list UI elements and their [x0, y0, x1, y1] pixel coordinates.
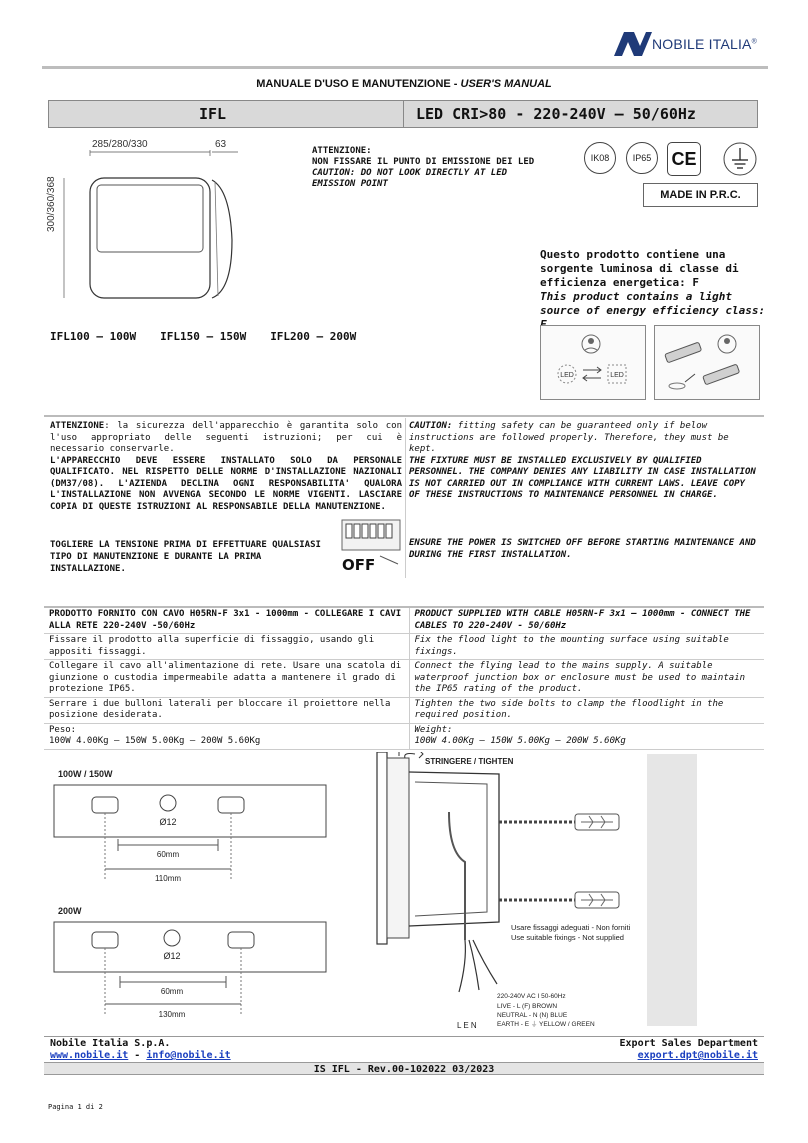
- table-cell-it: Collegare il cavo all'alimentazione di rete. Usare una scatola di giunzione o custodia impermeabile adatta a mantenere il grado di protezione IP65.: [44, 660, 409, 698]
- fixings-note-it: Usare fissaggi adeguati - Non forniti: [511, 923, 631, 932]
- ce-mark-icon: CE: [667, 142, 701, 176]
- electrical-spec: LED CRI>80 - 220-240V – 50/60Hz: [416, 105, 696, 123]
- installation-drawing: [375, 752, 770, 1032]
- table-cell-it: PRODOTTO FORNITO CON CAVO H05RN-F 3x1 - 1000mm - COLLEGARE I CAVI ALLA RETE 220-240V -50/60Hz: [44, 607, 409, 634]
- earth-ground-icon: [722, 141, 758, 177]
- power-off-icon: [338, 518, 404, 574]
- inner-distance: 60mm: [160, 987, 184, 996]
- footer: Nobile Italia S.p.A. Export Sales Department www.nobile.it - info@nobile.it export.dpt@nobile.it IS IFL - Rev.00-102022 03/2023: [44, 1036, 764, 1075]
- depth-dimension: 63: [215, 139, 227, 150]
- wall: [647, 754, 697, 1026]
- tighten-label: STRINGERE / TIGHTEN: [425, 757, 514, 766]
- manual-title: MANUALE D'USO E MANUTENZIONE - USER'S MANUAL: [256, 78, 552, 90]
- ip65-icon: IP65: [626, 142, 658, 174]
- table-cell-en: Weight: 100W 4.00Kg – 150W 5.00Kg – 200W 5.60Kg: [409, 723, 764, 749]
- brand-name: NOBILE ITALIA®: [652, 36, 757, 52]
- model-list: [50, 330, 356, 343]
- live-wire-label: LIVE - L (F) BROWN: [497, 1003, 558, 1010]
- led-label-right: LED: [610, 372, 624, 379]
- warning-english: CAUTION: fitting safety can be guaranteed only if below instructions are followed properly. Therefore, they must be kept. THE FIXTURE MUST BE INSTALLED EXCLUSIVELY BY QUALIFIED PERSONNEL. THE COMPANY DENIES ANY LIABILITY IN CASE INSTALLATION IS NOT CARRIED OUT IN COMPLIANCE WITH CURRENT LAWS. LEAVE COPY OF THESE INSTRUCTIONS TO MAINTENANCE PERSONNEL IN CHARGE.: [409, 421, 756, 500]
- bracket-drawing-100-150w: [50, 765, 330, 895]
- table-row: [44, 660, 764, 698]
- table-row: [44, 634, 764, 660]
- email-link[interactable]: info@nobile.it: [146, 1050, 231, 1061]
- hole-diameter: Ø12: [163, 951, 181, 961]
- led-replacement-pictogram: [540, 325, 646, 400]
- table-cell-it: Peso: 100W 4.00Kg – 150W 5.00Kg – 200W 5.60Kg: [44, 723, 409, 749]
- voltage-label: 220-240V AC I 50-60Hz: [497, 993, 566, 1000]
- table-cell-en: PRODUCT SUPPLIED WITH CABLE H05RN-F 3x1 – 1000mm - CONNECT THE CABLES TO 220-240V - 50/60Hz: [409, 607, 764, 634]
- fixings-note-en: Use suitable fixings - Not supplied: [511, 933, 624, 942]
- ik08-icon: IK08: [584, 142, 616, 174]
- energy-class-note: Questo prodotto contiene una sorgente luminosa di classe di efficienza energetica: F This product contains a light source of energy efficiency class:: [540, 248, 766, 317]
- title-bar: [48, 100, 758, 128]
- model-item: IFL200 – 200W: [270, 330, 357, 343]
- export-email-link[interactable]: export.dpt@nobile.it: [637, 1050, 758, 1061]
- warning-italian: ATTENZIONE: la sicurezza dell'apparecchio è garantita solo con l'uso appropriato delle seguenti istruzioni; per cui è necessario conservarle. L'APPARECCHIO DEVE ESSERE INSTALLATO SOLO DA PERSONALE QUALIFICATO. NEL RISPETTO DELLE NORME D'INSTALLAZIONE NAZIONALI (DM37/08). L'AZIENDA DECLINA OGNI RESPONSABILITA' QUALORA L'INSTALLAZIONE NON AVVENGA SECONDO LE NORME VIGENTI. LASCIARE COPIA DI QUESTE ISTRUZIONI AL RESPONSABILE DELLA MANUTENZIONE.: [50, 421, 402, 512]
- table-row: [44, 697, 764, 723]
- bracket-drawing-200w: [50, 902, 330, 1032]
- power-off-warning-english: ENSURE THE POWER IS SWITCHED OFF BEFORE STARTING MAINTENANCE AND DURING THE FIRST INSTALLATION.: [409, 538, 756, 560]
- product-instructions-table: [44, 606, 764, 750]
- department: Export Sales Department: [619, 1038, 758, 1049]
- height-dimension: 300/360/368: [46, 176, 57, 232]
- page-number: Pagina 1 di 2: [48, 1103, 103, 1111]
- len-label: L E N: [457, 1021, 477, 1030]
- bracket-title: 100W / 150W: [58, 769, 113, 779]
- bracket-title: 200W: [58, 906, 82, 916]
- outer-distance: 110mm: [154, 874, 182, 883]
- website-link[interactable]: www.nobile.it: [50, 1050, 129, 1061]
- width-dimension: 285/280/330: [92, 139, 148, 150]
- header-divider: [42, 66, 768, 69]
- table-cell-it: Fissare il prodotto alla superficie di fissaggio, usando gli appositi fissaggi.: [44, 634, 409, 660]
- table-cell-en: Tighten the two side bolts to clamp the floodlight in the required position.: [409, 697, 764, 723]
- revision: IS IFL - Rev.00-102022 03/2023: [313, 1064, 495, 1075]
- led-warning: ATTENZIONE: NON FISSARE IL PUNTO DI EMISSIONE DEI LED CAUTION: DO NOT LOOK DIRECTLY AT LED EMISSION POINT: [312, 146, 535, 189]
- made-in-label: MADE IN P.R.C.: [643, 183, 758, 207]
- outer-distance: 130mm: [158, 1010, 186, 1019]
- warnings-divider: [405, 418, 406, 578]
- off-label: OFF: [342, 556, 376, 574]
- neutral-wire-label: NEUTRAL - N (N) BLUE: [497, 1012, 568, 1019]
- hole-diameter: Ø12: [159, 817, 177, 827]
- inner-distance: 60mm: [156, 850, 180, 859]
- led-label-left: LED: [560, 372, 574, 379]
- fixture-dimension-drawing: [60, 150, 250, 310]
- table-cell-en: Connect the flying lead to the mains supply. A suitable waterproof junction box or enclosure must be used to maintain the IP65 rating of the product.: [409, 660, 764, 698]
- table-row: [44, 607, 764, 634]
- table-row: [44, 723, 764, 749]
- power-off-warning-italian: TOGLIERE LA TENSIONE PRIMA DI EFFETTUARE QUALSIASI TIPO DI MANUTENZIONE E DURANTE LA PRIMA INSTALLAZIONE.: [50, 540, 321, 574]
- driver-replacement-pictogram: [654, 325, 760, 400]
- table-cell-it: Serrare i due bulloni laterali per bloccare il proiettore nella posizione desiderata.: [44, 697, 409, 723]
- table-cell-en: Fix the flood light to the mounting surface using suitable fixings.: [409, 634, 764, 660]
- model-item: IFL100 – 100W: [50, 330, 137, 343]
- model-name: IFL: [49, 101, 404, 127]
- company-name: Nobile Italia S.p.A.: [50, 1038, 171, 1049]
- earth-wire-label: EARTH - E ⏚ YELLOW / GREEN: [497, 1021, 595, 1028]
- model-item: IFL150 – 150W: [160, 330, 247, 343]
